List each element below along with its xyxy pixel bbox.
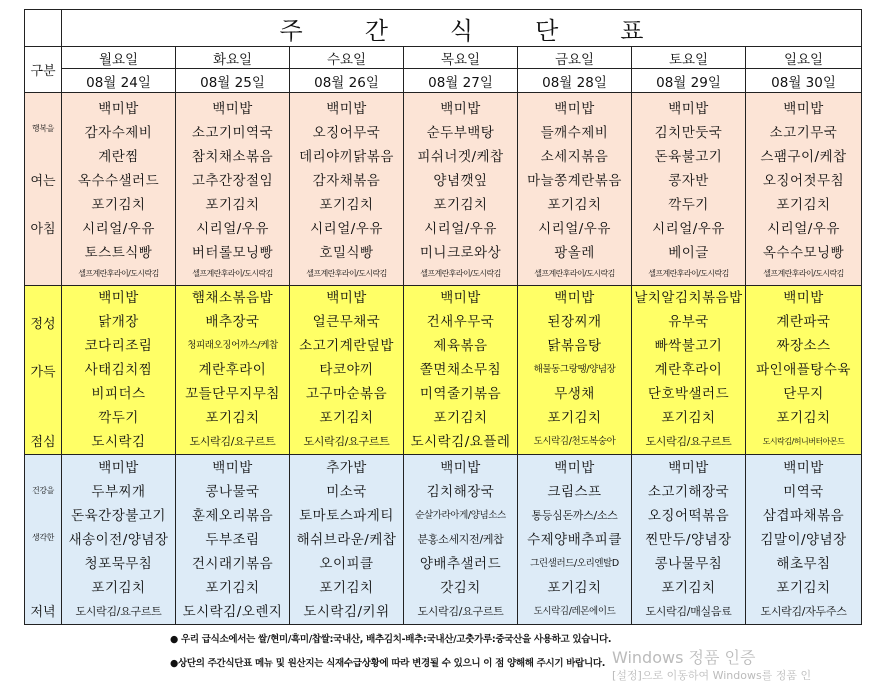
weekly-menu-table xyxy=(24,9,862,625)
menu-item: 포기김치 xyxy=(433,410,488,426)
menu-item: 포기김치 xyxy=(91,579,146,596)
menu-item: 포기김치 xyxy=(776,196,831,213)
day-date: 08월 27일 xyxy=(404,69,518,93)
menu-item: 배추장국 xyxy=(205,314,260,330)
menu-item: 닭개장 xyxy=(98,314,139,330)
self-service-note: 셀프계란후라이/도시락김 xyxy=(763,268,844,278)
day-date: 08월 28일 xyxy=(518,69,632,93)
self-service-note: 셀프계란후라이/도시락김 xyxy=(78,268,159,278)
menu-item: 계란찜 xyxy=(98,148,139,165)
menu-item: 백미밥 xyxy=(554,459,595,476)
menu-item: 시리얼/우유 xyxy=(767,220,840,237)
menu-item: 김치만둣국 xyxy=(654,124,723,141)
menu-item: 타코야끼 xyxy=(319,362,374,378)
menu-item: 추가밥 xyxy=(326,459,367,476)
activation-watermark-sub: [설정]으로 이동하여 Windows를 정품 인 xyxy=(612,669,812,682)
dinner-menu-cell xyxy=(62,455,176,625)
day-name: 금요일 xyxy=(518,47,632,69)
menu-item: 사태김치찜 xyxy=(84,362,153,378)
menu-item: 오징어무국 xyxy=(312,124,381,141)
menu-item: 베이글 xyxy=(668,244,709,261)
menu-item: 소고기계란덮밥 xyxy=(299,338,394,354)
menu-item: 참치채소볶음 xyxy=(191,148,274,165)
dinner-menu-cell xyxy=(632,455,746,625)
day-name: 토요일 xyxy=(632,47,746,69)
menu-item: 백미밥 xyxy=(554,290,595,306)
menu-item: 새송이전/양념장 xyxy=(68,531,169,548)
day-date: 08월 29일 xyxy=(632,69,746,93)
dinner-label-part: 생각한 xyxy=(32,533,54,542)
menu-item: 포기김치 xyxy=(433,196,488,213)
menu-item: 미역국 xyxy=(783,483,824,500)
self-service-note: 셀프계란후라이/도시락김 xyxy=(648,268,729,278)
menu-item: 포기김치 xyxy=(661,410,716,426)
menu-item: 유부국 xyxy=(668,314,709,330)
menu-item: 갓김치 xyxy=(440,579,481,596)
menu-item: 도시락김/레몬에이드 xyxy=(533,605,616,617)
menu-item: 계란파국 xyxy=(776,314,831,330)
menu-item: 포기김치 xyxy=(547,579,602,596)
gubun-header: 구분 xyxy=(25,47,62,93)
menu-item: 도시락김 xyxy=(91,434,146,450)
menu-item: 포기김치 xyxy=(319,410,374,426)
menu-item: 도시락김/요구르트 xyxy=(417,604,504,618)
menu-item: 분홍소세지전/케찹 xyxy=(417,532,504,546)
menu-item: 소고기미역국 xyxy=(191,124,274,141)
menu-item: 건새우무국 xyxy=(426,314,495,330)
menu-item: 코다리조림 xyxy=(84,338,153,354)
menu-item: 그린샐러드/오리엔탈D xyxy=(530,557,619,569)
menu-item: 돈육불고기 xyxy=(654,148,723,165)
day-name: 목요일 xyxy=(404,47,518,69)
menu-item: 콩나물무침 xyxy=(654,555,723,572)
menu-item: 오징어떡볶음 xyxy=(647,507,730,524)
menu-item: 얼큰무채국 xyxy=(312,314,381,330)
menu-item: 날치알김치볶음밥 xyxy=(634,290,743,306)
menu-item: 오징어젓무침 xyxy=(762,172,845,189)
menu-item: 포기김치 xyxy=(205,196,260,213)
menu-item: 토스트식빵 xyxy=(84,244,153,261)
self-service-note: 셀프계란후라이/도시락김 xyxy=(192,268,273,278)
breakfast-label-part: 행복을 xyxy=(32,124,54,133)
menu-item: 시리얼/우유 xyxy=(310,220,383,237)
lunch-menu-cell xyxy=(404,286,518,455)
menu-item: 버터롤모닝빵 xyxy=(191,244,274,261)
menu-item: 포기김치 xyxy=(205,579,260,596)
breakfast-menu-cell xyxy=(404,93,518,286)
dinner-menu-cell xyxy=(404,455,518,625)
day-name: 화요일 xyxy=(176,47,290,69)
menu-item: 감자채볶음 xyxy=(312,172,381,189)
note-origin: ● 우리 급식소에서는 쌀/현미/흑미/찹쌀:국내산, 배추김치-배추:국내산/고춧가루:중국산을 사용하고 있습니다. xyxy=(170,634,612,645)
dinner-row-label xyxy=(25,455,62,625)
menu-item: 포기김치 xyxy=(91,196,146,213)
menu-item: 단호박샐러드 xyxy=(647,386,730,402)
menu-item: 콩나물국 xyxy=(205,483,260,500)
menu-item: 소세지볶음 xyxy=(540,148,609,165)
lunch-menu-cell xyxy=(176,286,290,455)
menu-item: 포기김치 xyxy=(776,410,831,426)
menu-item: 백미밥 xyxy=(668,459,709,476)
activation-watermark: Windows 정품 인증 xyxy=(612,648,756,667)
menu-item: 무생채 xyxy=(554,386,595,402)
menu-item: 찐만두/양념장 xyxy=(645,531,732,548)
menu-item: 순살가라아게/양념소스 xyxy=(415,509,506,521)
menu-item: 파인애플탕수육 xyxy=(756,362,851,378)
menu-item: 도시락김/매실음료 xyxy=(645,604,732,618)
breakfast-label-part: 여는 xyxy=(30,174,56,189)
menu-item: 포기김치 xyxy=(661,579,716,596)
day-date: 08월 25일 xyxy=(176,69,290,93)
menu-item: 두부찌개 xyxy=(91,483,146,500)
menu-item: 계란후라이 xyxy=(198,362,267,378)
menu-item: 백미밥 xyxy=(98,459,139,476)
menu-item: 시리얼/우유 xyxy=(196,220,269,237)
menu-item: 햄채소볶음밥 xyxy=(191,290,274,306)
menu-item: 해쉬브라운/케찹 xyxy=(296,531,397,548)
breakfast-menu-cell xyxy=(290,93,404,286)
menu-item: 포기김치 xyxy=(319,579,374,596)
breakfast-row-label xyxy=(25,93,62,286)
breakfast-menu-cell xyxy=(176,93,290,286)
lunch-label-part: 정성 xyxy=(30,317,56,332)
menu-item: 들깨수제비 xyxy=(540,124,609,141)
menu-item: 포기김치 xyxy=(776,579,831,596)
menu-item: 양념깻잎 xyxy=(433,172,488,189)
menu-item: 감자수제비 xyxy=(84,124,153,141)
title-corner xyxy=(25,10,62,47)
dinner-menu-cell xyxy=(290,455,404,625)
menu-item: 소고기해장국 xyxy=(647,483,730,500)
menu-item: 비피더스 xyxy=(91,386,146,402)
menu-item: 깍두기 xyxy=(98,410,139,426)
menu-item: 옥수수샐러드 xyxy=(77,172,160,189)
self-service-note: 셀프계란후라이/도시락김 xyxy=(534,268,615,278)
menu-item: 소고기무국 xyxy=(769,124,838,141)
menu-item: 백미밥 xyxy=(554,100,595,117)
menu-item: 백미밥 xyxy=(668,100,709,117)
menu-item: 시리얼/우유 xyxy=(538,220,611,237)
menu-item: 도시락김/요구르트 xyxy=(75,604,162,618)
menu-item: 고추간장절임 xyxy=(191,172,274,189)
dinner-menu-cell xyxy=(518,455,632,625)
breakfast-menu-cell xyxy=(746,93,862,286)
dinner-menu-cell xyxy=(176,455,290,625)
title-cell xyxy=(62,10,862,47)
menu-item: 포기김치 xyxy=(547,196,602,213)
menu-item: 콩자반 xyxy=(668,172,709,189)
menu-item: 된장찌개 xyxy=(547,314,602,330)
lunch-menu-cell xyxy=(290,286,404,455)
menu-item: 크림스프 xyxy=(547,483,602,500)
menu-item: 스팸구이/케찹 xyxy=(760,148,847,165)
menu-item: 미역줄기볶음 xyxy=(419,386,502,402)
lunch-label-part: 점심 xyxy=(30,435,56,450)
page-title: 주간식단표 xyxy=(279,16,706,45)
menu-item: 토마토스파게티 xyxy=(299,507,394,524)
menu-item: 시리얼/우유 xyxy=(82,220,155,237)
menu-item: 훈제오리볶음 xyxy=(191,507,274,524)
self-service-note: 셀프계란후라이/도시락김 xyxy=(306,268,387,278)
menu-item: 순두부백탕 xyxy=(426,124,495,141)
menu-item: 시리얼/우유 xyxy=(424,220,497,237)
menu-item: 쫄면채소무침 xyxy=(419,362,502,378)
menu-item: 짜장소스 xyxy=(776,338,831,354)
menu-item: 통등심돈까스/소스 xyxy=(531,508,618,522)
menu-item: 미소국 xyxy=(326,483,367,500)
menu-item: 두부조림 xyxy=(205,531,260,548)
menu-item: 데리야끼닭볶음 xyxy=(299,148,394,165)
menu-item: 양배추샐러드 xyxy=(419,555,502,572)
menu-item: 시리얼/우유 xyxy=(652,220,725,237)
menu-item: 김말이/양념장 xyxy=(760,531,847,548)
menu-item: 팡올레 xyxy=(554,244,595,261)
menu-item: 삼겹파채볶음 xyxy=(762,507,845,524)
menu-item: 백미밥 xyxy=(783,100,824,117)
menu-item: 포기김치 xyxy=(205,410,260,426)
menu-item: 도시락김/요구르트 xyxy=(189,435,276,448)
breakfast-menu-cell xyxy=(632,93,746,286)
day-date: 08월 24일 xyxy=(62,69,176,93)
breakfast-menu-cell xyxy=(518,93,632,286)
lunch-menu-cell xyxy=(518,286,632,455)
menu-item: 꼬들단무지무침 xyxy=(185,386,280,402)
menu-item: 청포묵무침 xyxy=(84,555,153,572)
menu-item: 고구마순볶음 xyxy=(305,386,388,402)
menu-item: 포기김치 xyxy=(319,196,374,213)
menu-item: 제육볶음 xyxy=(433,338,488,354)
menu-item: 백미밥 xyxy=(326,100,367,117)
self-service-note: 셀프계란후라이/도시락김 xyxy=(420,268,501,278)
menu-item: 도시락김/요구르트 xyxy=(303,435,390,448)
day-date: 08월 30일 xyxy=(746,69,862,93)
menu-item: 백미밥 xyxy=(98,100,139,117)
menu-item: 건시래기볶음 xyxy=(191,555,274,572)
menu-item: 해초무침 xyxy=(776,555,831,572)
day-name: 월요일 xyxy=(62,47,176,69)
menu-item: 계란후라이 xyxy=(654,362,723,378)
breakfast-label-part: 아침 xyxy=(30,222,56,237)
menu-item: 백미밥 xyxy=(326,290,367,306)
lunch-menu-cell xyxy=(62,286,176,455)
menu-item: 백미밥 xyxy=(212,100,253,117)
menu-item: 피쉬너겟/케찹 xyxy=(417,148,504,165)
lunch-menu-cell xyxy=(746,286,862,455)
lunch-row-label xyxy=(25,286,62,455)
menu-item: 호밀식빵 xyxy=(319,244,374,261)
menu-item: 백미밥 xyxy=(212,459,253,476)
menu-item: 백미밥 xyxy=(783,290,824,306)
day-name: 수요일 xyxy=(290,47,404,69)
menu-item: 청피래오징어까스/케찹 xyxy=(187,340,278,351)
menu-item: 백미밥 xyxy=(98,290,139,306)
menu-item: 수제양배추피클 xyxy=(527,531,622,548)
day-date: 08월 26일 xyxy=(290,69,404,93)
lunch-menu-cell xyxy=(632,286,746,455)
lunch-label-part: 가득 xyxy=(30,365,56,380)
menu-item: 해물동그랑땡/양념장 xyxy=(533,364,616,375)
menu-item: 김치해장국 xyxy=(426,483,495,500)
menu-item: 옥수수모닝빵 xyxy=(762,244,845,261)
menu-item: 닭볶음탕 xyxy=(547,338,602,354)
menu-item: 돈육간장불고기 xyxy=(71,507,166,524)
note-change: ●상단의 주간식단표 메뉴 및 원산지는 식재수급상황에 따라 변경될 수 있으니 이 점 양해해 주시기 바랍니다. xyxy=(170,658,606,669)
dinner-label-part: 저녁 xyxy=(30,605,56,620)
menu-item: 단무지 xyxy=(783,386,824,402)
menu-item: 미니크로와상 xyxy=(419,244,502,261)
menu-item: 도시락김/허니버터아몬드 xyxy=(762,437,845,446)
menu-item: 도시락김/요구르트 xyxy=(645,435,732,448)
menu-item: 빠싹불고기 xyxy=(654,338,723,354)
menu-item: 도시락김/천도복숭아 xyxy=(533,436,616,447)
menu-item: 도시락김/오렌지 xyxy=(182,603,283,620)
menu-item: 도시락김/키위 xyxy=(303,603,390,620)
dinner-label-part: 건강을 xyxy=(32,486,54,495)
day-name: 일요일 xyxy=(746,47,862,69)
menu-item: 도시락김/자두주스 xyxy=(760,604,847,618)
menu-item: 백미밥 xyxy=(440,459,481,476)
menu-item: 백미밥 xyxy=(440,100,481,117)
menu-item: 마늘쫑계란볶음 xyxy=(527,172,622,189)
menu-item: 백미밥 xyxy=(783,459,824,476)
menu-item: 오이피클 xyxy=(319,555,374,572)
menu-item: 깍두기 xyxy=(668,196,709,213)
menu-item: 도시락김/요플레 xyxy=(410,434,511,450)
menu-item: 백미밥 xyxy=(440,290,481,306)
breakfast-menu-cell xyxy=(62,93,176,286)
menu-item: 포기김치 xyxy=(547,410,602,426)
dinner-menu-cell xyxy=(746,455,862,625)
